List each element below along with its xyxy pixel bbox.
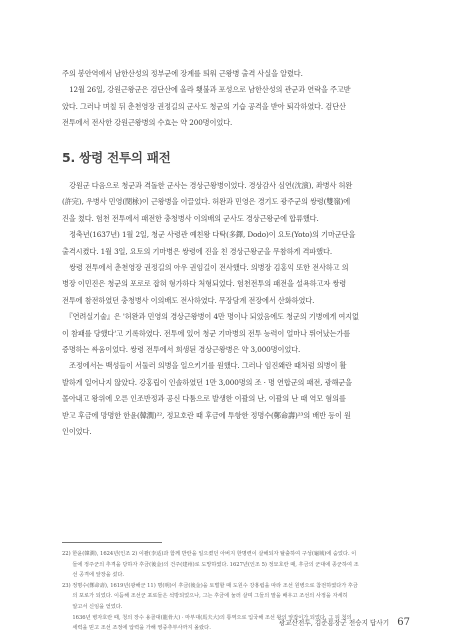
section-heading: 5. 쌍령 전투의 패전 <box>62 150 171 165</box>
text-line: 조정에서는 백성들이 서둘러 의병을 일으키기를 원했다. 그러나 임진왜란 때처럼 의병이 활 <box>62 361 347 371</box>
text-line: 『연려실기술』은 '허완과 민영의 경상근왕병이 4만 명이나 되었음에도 청군의 기병에게 여지없 <box>62 312 359 322</box>
text-line: 인이었다. <box>62 427 92 437</box>
top-paragraph <box>62 66 410 132</box>
footnote-line: 23) 정명수(鄭命壽), 1619년(광해군 11) 명(明)이 후금(後金)을 토벌할 때 도원수 강홍립을 따라 조선 원병으로 참전하였다가 후금 <box>62 582 358 589</box>
text-line: 몰아내고 왕위에 오른 인조반정과 공신 다툼으로 발생한 이괄의 난, 이괄의 난 때 역모 혐의를 <box>62 394 346 404</box>
text-line: (許完), 우병사 민영(閔栐)이 근왕병을 이끌었다. 허완과 민영은 경기도 광주군의 쌍령(雙嶺)에 <box>62 197 351 207</box>
text-line: 았다. 그러나 며칠 뒤 춘천영장 권정길의 군사도 청군의 기습 공격을 받아 퇴각하였다. 검단산 <box>62 101 346 111</box>
text-line: 발하게 일어나지 않았다. 강홍립이 인솔하였던 1만 3,000명의 조 · 명 연합군의 패전, 광해군을 <box>62 377 352 387</box>
text-line: 12월 26일, 강원근왕군은 검단산에 올라 횃불과 포성으로 남한산성의 관군과 연락을 주고받 <box>62 85 351 95</box>
footnote-line: 22) 한윤(韓潤), 1624년(인조 2) 이괄(李适)과 함께 반란을 일으켰던 아버지 한명련이 살해되자 탈출하여 구성(龜城)에 숨었다. 이 <box>62 551 357 557</box>
text-line: 병장 이민진은 청군의 포로로 잡혀 형가하다 처형되었다. 험천전투의 패전을 설욕하고자 쌍령 <box>62 279 347 289</box>
footnote-divider <box>62 542 162 543</box>
footnote-line: 알고서 신임을 얻었다. <box>62 603 123 610</box>
page-number: 67 <box>397 617 410 628</box>
text-line: 정축년(1637년) 1월 2일, 청군 사령관 예친왕 다탁(多鐸, Dodo)이 요토(Yoto)의 기마군단을 <box>62 230 356 240</box>
text-line: 출격시켰다. 1월 3일, 요토의 기마병은 쌍령에 진을 친 경상근왕군을 무참하게 격파했다. <box>62 246 333 256</box>
text-line: 받고 후금에 망명한 한윤(韓潤)²², 정묘호란 때 후금에 투항한 정명수(鄭命壽)²³의 배반 등이 원 <box>62 410 351 420</box>
page-footer <box>62 617 410 628</box>
text-line: 진을 쳤다. 험천 전투에서 패전한 충청병사 이의배의 군사도 경상근왕군에 합류했다. <box>62 213 319 223</box>
footnote-line: 1636년 병자호란 때, 청의 장수 용골대(龍骨大) · 마부대(馬夫大)의 통역으로 입국해 조선 왕의 앞잡이가 되었다. 그 뒤 청의 <box>62 614 352 621</box>
text-line: 강원군 다음으로 청군과 격돌한 군사는 경상근왕병이었다. 경상감사 심연(沈演), 좌병사 허완 <box>62 181 353 190</box>
body-paragraph <box>62 178 410 441</box>
text-line: 전투에 참전하였던 충청병사 이의배도 전사하였다. 무장담계 전장에서 산화하였다. <box>62 295 315 305</box>
text-line: 쌍령 전투에서 춘천영장 권정길의 아우 권임길이 전사했다. 의병장 김홍익 또한 전사하고 의 <box>62 263 349 273</box>
text-line: 증명하는 싸움이었다. 쌍령 전투에서 희생된 경상근왕병은 약 3,000명이었다. <box>62 345 301 355</box>
footnote-line: 세력을 믿고 조선 조정에 압력을 가해 영중추부사까지 올랐다. <box>62 625 211 632</box>
footer-title: 광교산전투, 김준룡장군 전승지 답사기 <box>278 619 390 627</box>
footnote-line: 들에 정주군의 추격을 당하자 후금(後金)의 건주(建州)로 도망하였다. 1627년(인조 5) 정묘호란 때, 후금의 군대에 종군하여 조 <box>62 561 359 568</box>
footnote-line: 선 공격에 앞장을 섰다. <box>62 572 125 579</box>
text-line: 전투에서 전사한 강원근왕병의 수효는 약 200명이었다. <box>62 118 233 128</box>
text-line: 이 참패를 당했다'고 기록하였다. 전투에 있어 청군 기마병의 전투 능력이 얼마나 뛰어났는가를 <box>62 328 351 338</box>
footnote-line: 의 포로가 되었다. 이듬해 조선군 포로들은 석방되었으나, 그는 후금에 눌러 살며 그들의 말을 배우고 조선의 사정을 자세히 <box>62 593 348 600</box>
text-line: 주의 봉안역에서 남한산성의 정부군에 장계를 띄워 근왕병 출격 사실을 알렸다. <box>62 69 303 78</box>
